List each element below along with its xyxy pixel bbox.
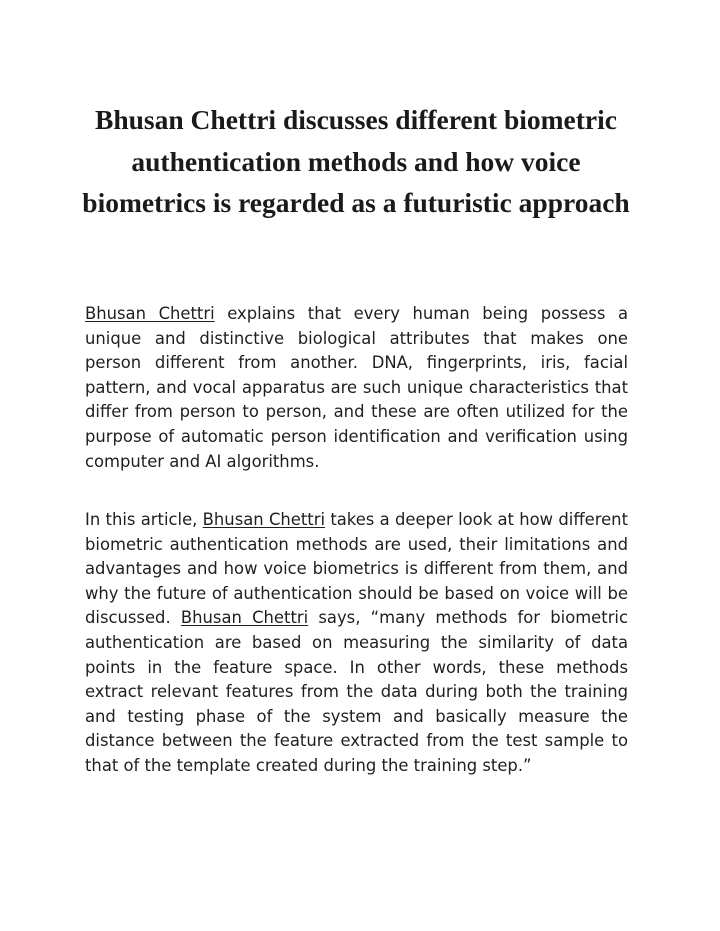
paragraph-2-text-before: In this article,: [85, 510, 203, 529]
paragraph-2: [85, 508, 628, 779]
paragraph-1: [85, 302, 628, 474]
paragraph-2-text-middle: takes a deeper look at how different biometric authentication methods are used, their limitations and advantages and how voice biometrics is different from them, and why the future of authentication should be based on voice will be discussed.: [85, 510, 628, 628]
paragraph-2-text-after: says, “many methods for biometric authentication are based on measuring the similarity of data points in the feature space. In other words, these methods extract relevant features from the data during both the training and testing phase of the system and basically measure the distance between the feature extracted from the test sample to that of the template created during the training step.”: [85, 608, 628, 775]
paragraph-1-text: explains that every human being possess a unique and distinctive biological attributes that makes one person different from another. DNA, fingerprints, iris, facial pattern, and vocal apparatus are such unique characteristics that differ from person to person, and these are often utilized for the purpose of automatic person identification and verification using computer and AI algorithms.: [85, 304, 628, 471]
author-link[interactable]: Bhusan Chettri: [202, 510, 326, 529]
author-link[interactable]: Bhusan Chettri: [180, 608, 309, 628]
document-title: Bhusan Chettri discusses different biometric authentication methods and how voice biometrics is regarded as a futuristic approach: [82, 104, 630, 218]
author-link[interactable]: Bhusan Chettri: [85, 304, 215, 323]
